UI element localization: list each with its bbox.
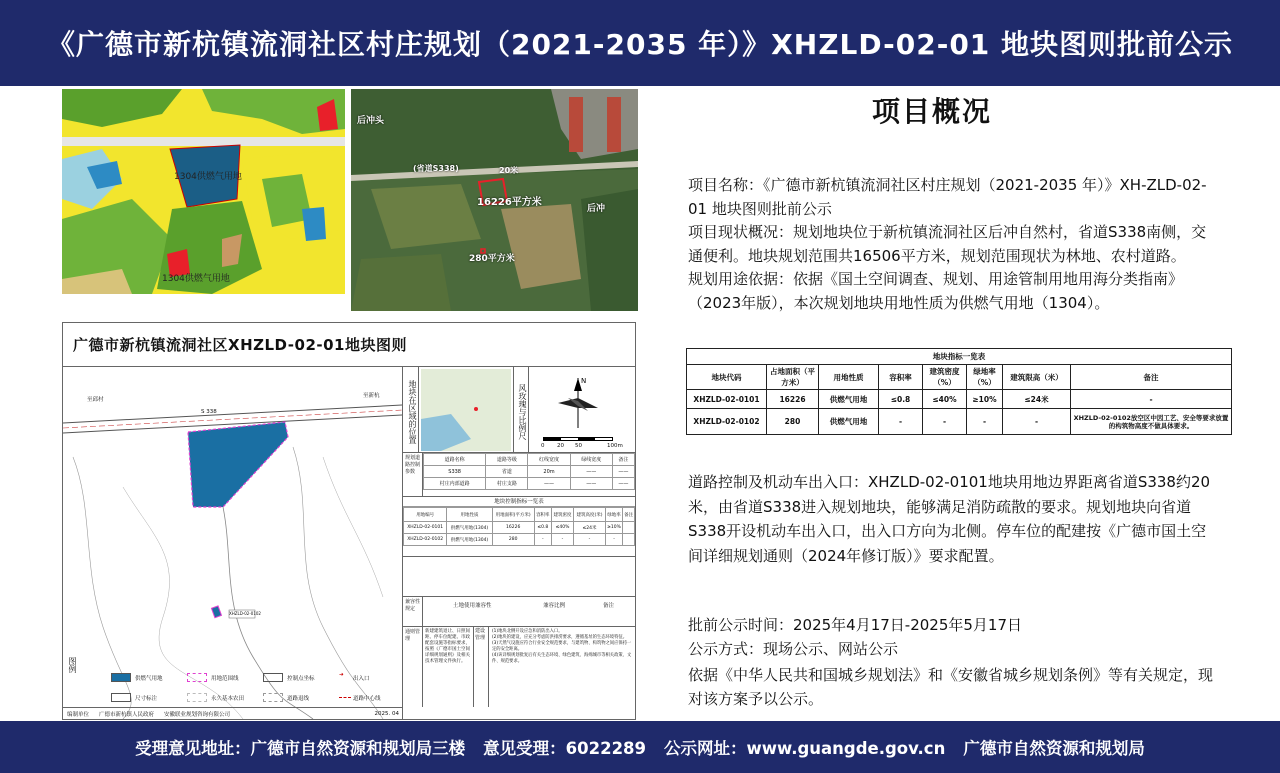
location-section (403, 367, 635, 453)
road-header: 道路等级 (486, 454, 528, 466)
scale-bar (543, 437, 613, 441)
footer-org: 广德市自然资源和规划局 (963, 739, 1145, 758)
legend-swatch-gas (111, 673, 131, 682)
land-use-map-graphic (62, 89, 345, 294)
notice-basis: 依据《中华人民共和国城乡规划法》和《安徽省城乡规划条例》等有关规定，现对该方案予以公示。 (688, 666, 1214, 708)
plan-index-cell: 280 (492, 534, 534, 546)
scale-label: 20 (557, 443, 564, 449)
guide-note: (1)地块北侧开设应急和消防出入口。 (492, 629, 563, 634)
index-header: 建筑限高（米） (1003, 365, 1071, 390)
page-title: 《广德市新杭镇流洞社区村庄规划（2021-2035 年）》XHZLD-02-01 地块图则批前公示 (46, 28, 1234, 61)
road-header: 道路名称 (424, 454, 486, 466)
footer-address: 受理意见地址：广德市自然资源和规划局三楼 (135, 739, 466, 758)
content-area (0, 86, 1280, 721)
plan-index-cell: - (551, 534, 573, 546)
notice-time: 批前公示时间：2025年4月17日-2025年5月17日 (688, 616, 1023, 634)
guide-note: (4)该详细规划批复后有关生态环境、绿色建筑、海绵城市等相关政策、文件、规范要求。 (492, 653, 632, 664)
guide-mid-label: 建设管理 (473, 627, 489, 707)
legend-item: 道路退线 (287, 696, 310, 702)
plan-index-header: 容积率 (534, 508, 551, 522)
plan-index-cell (623, 522, 635, 534)
overview-title: 项目概况 (872, 95, 993, 128)
road-cell: 省道 (486, 466, 528, 478)
location-inset-graphic (421, 369, 511, 451)
plan-index-cell: ≤0.8 (534, 522, 551, 534)
svg-text:N: N (581, 377, 587, 385)
road-control-text: 道路控制及机动车出入口：XHZLD-02-0101地块用地边界距离省道S338约20米，由省道S338进入规划地块，能够满足消防疏散的要求。规划地块向省道S338开设机动车出入口，出入口方向为北侧。停车位的配建按《广德市国土空间详细规划通则（2024年修订版）》要求配置。 (688, 473, 1211, 565)
index-cell: - (1071, 390, 1232, 409)
scale-label: 50 (575, 443, 582, 449)
sat-label-road: (省道S338) (413, 164, 459, 173)
plan-title: 广德市新杭镇流洞社区XHZLD-02-01地块图则 (63, 323, 635, 367)
footer-website[interactable]: 公示网址：www.guangde.gov.cn (664, 739, 946, 758)
plan-sheet (62, 322, 636, 720)
plan-index-section (403, 497, 635, 557)
guide-note: (2)地块的建设，应充分考虑防洪排涝要求，遵循基址的生态环境特征。 (492, 635, 627, 640)
index-cell: XHZLD-02-0101 (687, 390, 767, 409)
index-cell: 供燃气用地 (819, 409, 879, 435)
road-cell: 村庄支路 (486, 478, 528, 490)
plan-village-left: 至邱村 (87, 397, 104, 403)
plan-road-label: S 338 (201, 409, 217, 415)
plan-index-cell: - (574, 534, 606, 546)
plan-index-cell: XHZLD-02-0102 (404, 534, 447, 546)
land-use-label: 兼容性规定 (403, 597, 423, 627)
road-cell: —— (528, 478, 570, 490)
plan-index-header: 绿地率 (605, 508, 622, 522)
plan-index-title: 地块控制指标一览表 (403, 497, 635, 507)
index-cell: - (879, 409, 923, 435)
plan-blank-grid (403, 557, 635, 597)
guide-section (403, 627, 635, 707)
legend-swatch-coord (263, 673, 283, 682)
overview-status: 项目现状概况：规划地块位于新杭镇流洞社区后冲自然村，省道S338南侧，交通便利。地块规划范围共16506平方米，规划范围现状为林地、农村道路。 (688, 223, 1207, 265)
plan-index-cell: - (534, 534, 551, 546)
legend-item: 用地范围线 (211, 676, 239, 682)
index-cell: 280 (767, 409, 819, 435)
compass-icon (543, 373, 613, 433)
location-label: 地块在区域的位置 (403, 367, 419, 453)
page-footer (0, 721, 1280, 773)
index-table-caption: 地块指标一览表 (687, 349, 1232, 365)
legend-item: 出入口 (353, 676, 370, 682)
road-params-section (403, 453, 635, 497)
index-cell: XHZLD-02-0102放空区中因工艺、安全等要求放置的构筑物高度不做具体要求。 (1071, 409, 1232, 435)
road-cell: —— (612, 478, 634, 490)
satellite-map (351, 89, 638, 311)
legend-label: 图例 (68, 657, 77, 673)
index-header: 建筑密度（%） (923, 365, 967, 390)
plan-small-parcel-label: XHZLD-02-0102 (229, 611, 261, 616)
legend-item: 尺寸标注 (135, 696, 158, 702)
road-cell: 村庄内部道路 (424, 478, 486, 490)
plan-index-cell: - (605, 534, 622, 546)
plan-footer-designer: 安徽联业规划咨询有限公司 (164, 711, 231, 718)
legend-swatch-dim (111, 693, 131, 702)
entrance-arrow-icon: ➜ (339, 672, 344, 678)
sat-label-village1: 后冲头 (357, 116, 385, 126)
index-header: 绿地率（%） (967, 365, 1003, 390)
scale-label: 100m (607, 443, 623, 449)
road-header: 绿线宽度 (570, 454, 612, 466)
land-use-header: 土地使用兼容性 (453, 603, 492, 609)
index-cell: ≤0.8 (879, 390, 923, 409)
plan-drawing (63, 367, 403, 719)
plan-village-right: 至新杭 (363, 393, 380, 399)
road-cell: —— (570, 466, 612, 478)
land-use-section (403, 597, 635, 627)
index-cell: 16226 (767, 390, 819, 409)
page-header (0, 0, 1280, 86)
legend-item: 控制点坐标 (287, 676, 315, 682)
legend-item: 永久基本农田 (211, 696, 245, 702)
sat-label-distance: 20米 (499, 166, 519, 175)
plan-footer-unit: 广德市新杭镇人民政府 (99, 711, 155, 718)
index-cell: ≥10% (967, 390, 1003, 409)
guide-left-text: 新建建筑退让、日照间距、停车位配建、市政配套设施等指标要求，按照《广德市国土空间详细规划通则》及相关技术管理文件执行。 (425, 629, 470, 664)
land-use-header: 备注 (603, 603, 615, 609)
plan-index-table (403, 507, 635, 546)
road-params-table (423, 453, 635, 490)
overview-basis: 规划用途依据：依据《国土空间调查、规划、用途管制用地用海分类指南》（2023年版），本次规划地块用地性质为供燃气用地（1304）。 (688, 270, 1184, 312)
index-cell: - (967, 409, 1003, 435)
notice-method: 公示方式：现场公示、网站公示 (688, 640, 899, 658)
index-cell: XHZLD-02-0102 (687, 409, 767, 435)
overview-project-name: 项目名称：《广德市新杭镇流洞社区村庄规划（2021-2035 年）》XH-ZLD-02-01 地块图则批前公示 (688, 176, 1207, 218)
road-params-label: 规划道路控制参数 (403, 453, 423, 497)
plan-index-header: 用地编号 (404, 508, 447, 522)
road-cell: 20m (528, 466, 570, 478)
plan-index-cell: ≤40% (551, 522, 573, 534)
plan-footer-date: 2025. 04 (374, 710, 399, 717)
plan-index-cell: ≤24米 (574, 522, 606, 534)
plan-info-panel (403, 367, 635, 719)
index-header: 地块代码 (687, 365, 767, 390)
plan-index-header: 备注 (623, 508, 635, 522)
index-cell: 供燃气用地 (819, 390, 879, 409)
index-cell: ≤40% (923, 390, 967, 409)
index-cell: - (923, 409, 967, 435)
plan-index-cell: ≥10% (605, 522, 622, 534)
map1-label-top: 1304供燃气用地 (174, 172, 242, 182)
map1-label-bottom: 1304供燃气用地 (162, 274, 230, 284)
plan-index-cell (623, 534, 635, 546)
sat-label-area1: 16226平方米 (477, 197, 542, 208)
legend-swatch-boundary (187, 673, 207, 682)
index-header: 占地面积（平方米） (767, 365, 819, 390)
plan-footer-unit-label: 编制单位 (67, 711, 90, 718)
index-cell: - (1003, 409, 1071, 435)
legend-swatch-setback (263, 693, 283, 702)
sat-label-village2: 后冲 (587, 204, 606, 214)
road-cell: —— (570, 478, 612, 490)
plan-index-header: 用地面积(平方米) (492, 508, 534, 522)
plan-footer (63, 707, 403, 719)
guide-label: 通则管理 (403, 627, 423, 707)
plan-index-cell: 供燃气用地(1304) (447, 534, 492, 546)
index-header: 用地性质 (819, 365, 879, 390)
plan-index-cell: 供燃气用地(1304) (447, 522, 492, 534)
footer-phone: 意见受理：6022289 (483, 739, 647, 758)
plan-index-header: 建筑密度 (551, 508, 573, 522)
guide-notes (492, 629, 633, 665)
legend-swatch-farmland (187, 693, 207, 702)
plan-index-header: 建筑高度(米) (574, 508, 606, 522)
road-header: 红线宽度 (528, 454, 570, 466)
sat-label-area2: 280平方米 (469, 254, 515, 264)
road-cell: —— (612, 466, 634, 478)
road-cell: S338 (424, 466, 486, 478)
index-cell: ≤24米 (1003, 390, 1071, 409)
legend-swatch-centerline (339, 697, 351, 698)
plan-index-header: 用地性质 (447, 508, 492, 522)
location-inset-map (421, 369, 511, 451)
scale-label: 0 (541, 443, 545, 449)
legend-item: 道路中心线 (353, 696, 381, 702)
index-header: 容积率 (879, 365, 923, 390)
land-use-map (62, 89, 345, 294)
land-use-header: 兼容比例 (543, 603, 566, 609)
compass-label: 风玫瑰与比例尺 (513, 367, 529, 453)
plan-index-cell: XHZLD-02-0101 (404, 522, 447, 534)
index-table (686, 348, 1232, 435)
legend-item: 供燃气用地 (135, 676, 163, 682)
index-header: 备注 (1071, 365, 1232, 390)
road-header: 备注 (612, 454, 634, 466)
guide-note: (3)天然气设施应符合行业安全规范要求，与建筑物、构筑物之间应保持一定的安全距离。 (492, 641, 632, 652)
plan-index-cell: 16226 (492, 522, 534, 534)
